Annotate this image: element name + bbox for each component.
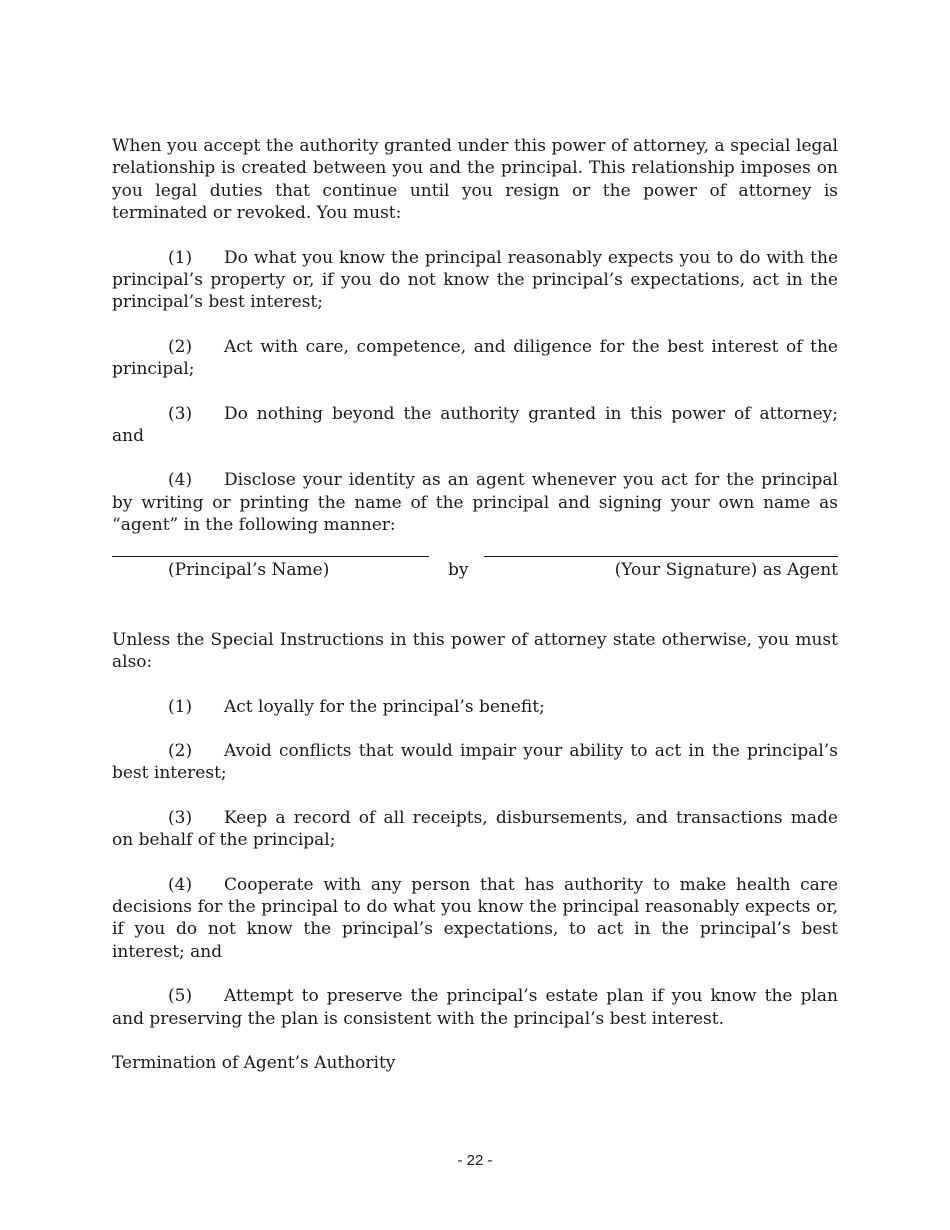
page-number: - 22 -	[457, 1152, 493, 1169]
item-number: (2)	[168, 336, 193, 357]
also-duty-item	[112, 807, 838, 852]
also-duty-item	[112, 740, 838, 785]
agent-signature-line	[484, 556, 838, 557]
principal-name-label: (Principal’s Name)	[168, 559, 330, 580]
also-duty-item	[112, 874, 838, 964]
duty-item	[112, 403, 838, 448]
duty-item	[112, 336, 838, 381]
intro-paragraph: When you accept the authority granted under this power of attorney, a special legal relationship is created between you and the principal. This relationship imposes on you legal duties that continue until you resign or the power of attorney is terminated or revoked. You must:	[112, 136, 838, 224]
item-number: (1)	[168, 696, 193, 717]
item-text: Cooperate with any person that has authority to make health care decisions for the principal to do what you know the principal reasonably expects or, if you do not know the principal’s expectations, to act in the principal’s best interest; and	[112, 874, 838, 962]
item-text: Disclose your identity as an agent whenever you act for the principal by writing or printing the name of the principal and signing your own name as “agent” in the following manner:	[112, 470, 838, 536]
item-text: Do what you know the principal reasonably expects you to do with the principal’s property or, if you do not know the principal’s expectations, act in the principal’s best interest;	[112, 247, 838, 313]
by-label: by	[448, 559, 469, 580]
item-number: (4)	[168, 874, 193, 895]
agent-signature-label: (Your Signature) as Agent	[614, 559, 838, 580]
item-text: Attempt to preserve the principal’s estate plan if you know the plan and preserving the plan is consistent with the principal’s best interest.	[112, 986, 838, 1029]
document-body	[112, 135, 838, 1074]
principal-name-line	[112, 556, 429, 557]
item-number: (2)	[168, 740, 193, 761]
duty-item	[112, 469, 838, 536]
signature-block	[112, 556, 838, 616]
item-number: (4)	[168, 470, 193, 491]
item-text: Act with care, competence, and diligence for the best interest of the principal;	[112, 336, 838, 380]
also-duty-item	[112, 696, 838, 718]
also-intro-paragraph: Unless the Special Instructions in this power of attorney state otherwise, you must also:	[112, 629, 838, 673]
item-number: (3)	[168, 807, 193, 828]
item-text: Avoid conflicts that would impair your ability to act in the principal’s best interest;	[112, 740, 838, 784]
item-number: (5)	[168, 986, 193, 1007]
duty-item	[112, 247, 838, 314]
item-number: (1)	[168, 247, 193, 268]
also-duty-item	[112, 985, 838, 1030]
section-heading: Termination of Agent’s Authority	[112, 1052, 396, 1073]
item-text: Keep a record of all receipts, disbursements, and transactions made on behalf of the principal;	[112, 807, 838, 851]
item-number: (3)	[168, 403, 193, 424]
item-text: Act loyally for the principal’s benefit;	[224, 696, 545, 717]
item-text: Do nothing beyond the authority granted in this power of attorney; and	[112, 403, 838, 447]
